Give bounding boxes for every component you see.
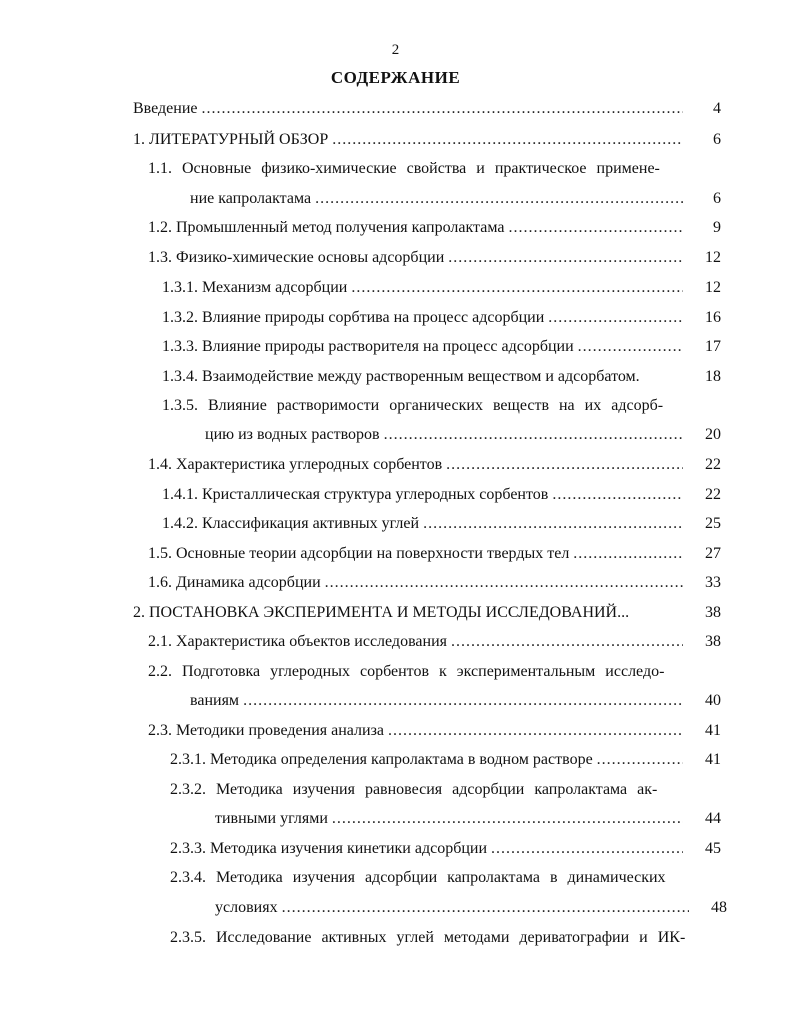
toc-entry-label: 2.3.5. Исследование активных углей методами дериватографии и ИК- xyxy=(170,929,686,946)
toc-entry-page: 22 xyxy=(705,486,721,503)
toc-entry-label: 1.3.4. Взаимодействие между растворенным веществом и адсорбатом. xyxy=(162,368,640,385)
toc-entry-label: 2.3.1. Методика определения капролактама в водном растворе xyxy=(170,751,593,768)
toc-entry-page: 45 xyxy=(705,840,721,857)
toc-dot-leader xyxy=(552,485,683,505)
toc-entry xyxy=(162,367,721,387)
toc-entry-label: 1.2. Промышленный метод получения капролактама xyxy=(148,219,505,236)
toc-entry xyxy=(162,485,721,505)
toc-entry-label: 1.1. Основные физико-химические свойства и практическое примене- xyxy=(148,160,660,177)
toc-dot-leader xyxy=(332,130,683,150)
toc-entry xyxy=(148,248,721,268)
toc-entry-label: 2.2. Подготовка углеродных сорбентов к экспериментальным исследо- xyxy=(148,663,665,680)
toc-entry-page: 48 xyxy=(711,899,727,916)
toc-entry xyxy=(162,278,721,298)
toc-entry-page: 41 xyxy=(705,751,721,768)
toc-entry xyxy=(170,750,721,770)
toc-dot-leader xyxy=(446,455,683,475)
toc-entry-page: 27 xyxy=(705,545,721,562)
toc-entry-page: 6 xyxy=(713,131,721,148)
toc-entry xyxy=(190,691,721,711)
toc-entry xyxy=(162,514,721,534)
toc-entry-label: 2.1. Характеристика объектов исследования xyxy=(148,633,447,650)
toc-dot-leader xyxy=(573,544,683,564)
toc-entry-label: 2. ПОСТАНОВКА ЭКСПЕРИМЕНТА И МЕТОДЫ ИССЛЕДОВАНИЙ... xyxy=(133,604,630,621)
toc-entry xyxy=(162,337,721,357)
toc-entry-page: 25 xyxy=(705,515,721,532)
toc-dot-leader xyxy=(282,898,689,918)
toc-dot-leader xyxy=(315,189,683,209)
toc-entry-page: 17 xyxy=(705,338,721,355)
toc-entry-page: 44 xyxy=(705,810,721,827)
toc-entry-label: 1.4. Характеристика углеродных сорбентов xyxy=(148,456,443,473)
toc-entry-page: 20 xyxy=(705,426,721,443)
toc-dot-leader xyxy=(325,573,683,593)
toc-entry xyxy=(148,721,721,741)
toc-entry-page: 9 xyxy=(713,219,721,236)
toc-dot-leader xyxy=(332,809,683,829)
toc-entry-page: 12 xyxy=(705,249,721,266)
toc-entry-label: 1.4.2. Классификация активных углей xyxy=(162,515,420,532)
toc-entry-label: 2.3.3. Методика изучения кинетики адсорбции xyxy=(170,840,488,857)
toc-entry xyxy=(215,898,727,918)
toc-entry xyxy=(215,809,721,829)
toc-entry-label: условиях xyxy=(215,899,278,916)
page-title: СОДЕРЖАНИЕ xyxy=(330,68,461,87)
toc-dot-leader xyxy=(384,425,683,445)
toc-entry-page: 6 xyxy=(713,190,721,207)
toc-entry xyxy=(170,780,721,800)
toc-entry-page: 12 xyxy=(705,279,721,296)
toc-entry-page: 4 xyxy=(713,100,721,117)
toc-entry-label: 1.3.2. Влияние природы сорбтива на процесс адсорбции xyxy=(162,309,545,326)
toc-dot-leader xyxy=(243,691,683,711)
toc-entry-label: 2.3.4. Методика изучения адсорбции капролактама в динамических xyxy=(170,869,666,886)
toc-entry xyxy=(170,868,721,888)
toc-entry xyxy=(133,99,721,119)
toc-entry-page: 22 xyxy=(705,456,721,473)
toc-entry-label: Введение xyxy=(133,100,198,117)
toc-entry-page: 16 xyxy=(705,309,721,326)
toc-entry xyxy=(133,603,721,623)
toc-entry-label: 1.3.1. Механизм адсорбции xyxy=(162,279,348,296)
toc-entry xyxy=(148,159,721,179)
toc-entry-label: тивными углями xyxy=(215,810,328,827)
toc-dot-leader xyxy=(423,514,683,534)
toc-dot-leader xyxy=(388,721,683,741)
toc-entry xyxy=(205,425,721,445)
toc-dot-leader xyxy=(508,218,683,238)
toc-entry-label: 1. ЛИТЕРАТУРНЫЙ ОБЗОР xyxy=(133,131,329,148)
toc-entry xyxy=(170,928,721,948)
toc-entry xyxy=(170,839,721,859)
toc-entry-page: 38 xyxy=(705,633,721,650)
toc-entry-label: 1.3. Физико-химические основы адсорбции xyxy=(148,249,445,266)
toc-entry-page: 18 xyxy=(705,368,721,385)
toc-dot-leader xyxy=(448,248,683,268)
toc-entry-label: 1.3.5. Влияние растворимости органических веществ на их адсорб- xyxy=(162,397,664,414)
toc-entry xyxy=(148,632,721,652)
toc-entry-label: 1.5. Основные теории адсорбции на поверхности твердых тел xyxy=(148,545,570,562)
toc-entry xyxy=(148,662,721,682)
toc-dot-leader xyxy=(548,308,683,328)
toc-entry xyxy=(133,130,721,150)
toc-dot-leader xyxy=(491,839,683,859)
toc-dot-leader xyxy=(578,337,683,357)
toc-entry-page: 40 xyxy=(705,692,721,709)
toc-entry-label: 1.3.3. Влияние природы растворителя на процесс адсорбции xyxy=(162,338,574,355)
toc-entry-label: 1.6. Динамика адсорбции xyxy=(148,574,321,591)
toc-entry-page: 38 xyxy=(705,604,721,621)
toc-entry xyxy=(148,573,721,593)
toc-entry xyxy=(148,218,721,238)
toc-entry xyxy=(190,189,721,209)
toc-entry xyxy=(148,455,721,475)
toc-entry-page: 33 xyxy=(705,574,721,591)
toc-entry xyxy=(162,396,721,416)
toc-entry-page: 41 xyxy=(705,722,721,739)
toc-entry-label: 2.3.2. Методика изучения равновесия адсорбции капролактама ак- xyxy=(170,781,658,798)
toc-entry-label: цию из водных растворов xyxy=(205,426,380,443)
toc-entry-label: 1.4.1. Кристаллическая структура углеродных сорбентов xyxy=(162,486,549,503)
toc-dot-leader xyxy=(351,278,683,298)
toc-entry-label: ние капролактама xyxy=(190,190,312,207)
toc-entry xyxy=(162,308,721,328)
toc-dot-leader xyxy=(597,750,683,770)
page-number: 2 xyxy=(391,42,400,58)
toc-dot-leader xyxy=(202,99,684,119)
toc-entry-label: ваниям xyxy=(190,692,240,709)
toc-dot-leader xyxy=(451,632,683,652)
toc-entry-label: 2.3. Методики проведения анализа xyxy=(148,722,384,739)
toc-entry xyxy=(148,544,721,564)
